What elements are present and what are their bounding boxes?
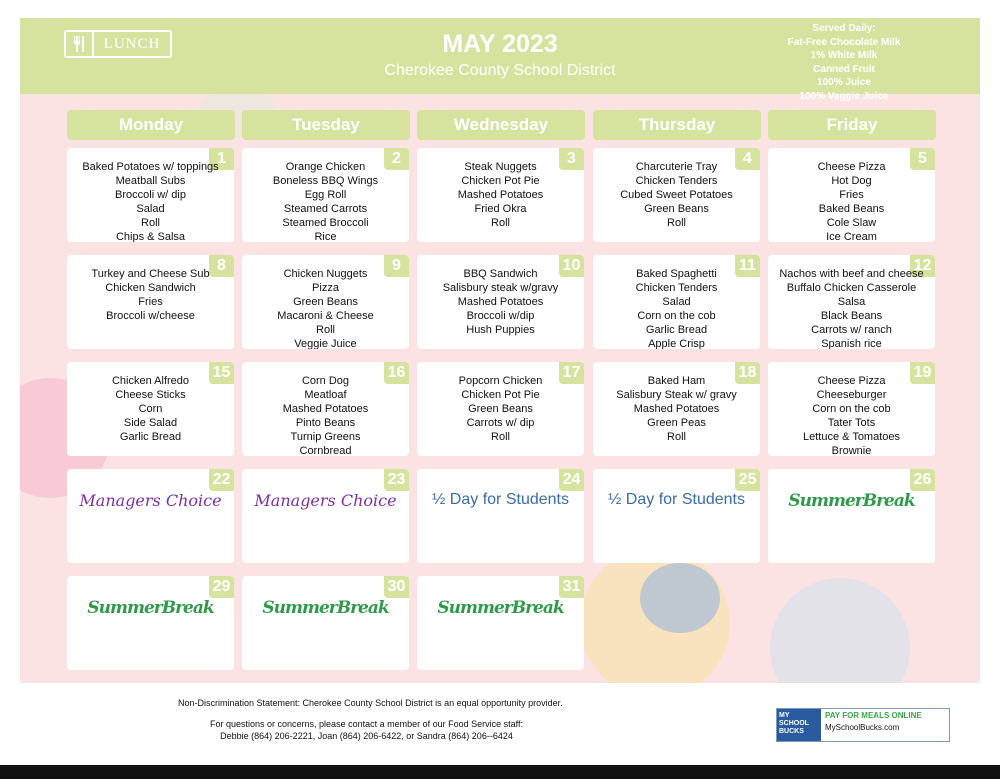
menu-item: Roll	[491, 217, 510, 229]
menu-item: Egg Roll	[304, 189, 347, 201]
special-day-label: SummerBreak	[788, 491, 915, 511]
menu-item: Baked Beans	[818, 203, 885, 215]
page-subtitle: Cherokee County School District	[384, 62, 616, 79]
menu-item: Mashed Potatoes	[457, 296, 544, 308]
contact-line: Debbie (864) 206-2221, Joan (864) 206-6422, or Sandra (864) 206--6424	[220, 731, 513, 741]
menu-item: Tater Tots	[827, 417, 876, 429]
menu-item: Popcorn Chicken	[458, 375, 543, 387]
menu-item: Cornbread	[299, 445, 352, 456]
day-cell	[593, 469, 760, 563]
menu-item: Macaroni & Cheese	[277, 310, 374, 322]
menu-item: Fried Okra	[474, 203, 527, 215]
menu-item: Baked Spaghetti	[636, 268, 717, 280]
menu-item: Mashed Potatoes	[282, 403, 369, 415]
day-cell	[417, 148, 584, 242]
menu-item: Corn Dog	[301, 375, 350, 387]
menu-item: Steamed Carrots	[283, 203, 368, 215]
menu-list	[71, 374, 230, 444]
menu-item: Salad	[662, 296, 691, 308]
contact-info	[210, 718, 523, 742]
day-number: 18	[735, 362, 760, 384]
menu-item: Cheese Sticks	[115, 389, 186, 401]
day-number: 19	[910, 362, 935, 384]
menu-item: Cheese Pizza	[817, 161, 886, 173]
day-cell	[593, 362, 760, 456]
day-number: 16	[384, 362, 409, 384]
day-number: 29	[209, 576, 234, 598]
day-number: 17	[559, 362, 584, 384]
day-cell	[768, 148, 935, 242]
special-day-label: SummerBreak	[87, 598, 214, 618]
menu-item: Chicken Tenders	[635, 175, 718, 187]
served-line: 100% Juice	[817, 77, 871, 88]
day-cell	[593, 148, 760, 242]
day-cell	[242, 255, 409, 349]
day-cell	[417, 362, 584, 456]
menu-item: Salisbury steak w/gravy	[442, 282, 559, 294]
menu-item: Steamed Broccoli	[282, 217, 369, 229]
day-number: 12	[910, 255, 935, 277]
menu-item: Cubed Sweet Potatoes	[620, 189, 733, 201]
menu-list	[597, 160, 756, 230]
myschoolbucks-badge[interactable]	[776, 708, 950, 742]
menu-item: Green Beans	[644, 203, 709, 215]
menu-item: Corn	[138, 403, 163, 415]
menu-list	[246, 374, 405, 456]
flower-decoration	[770, 578, 910, 683]
menu-item: Black Beans	[820, 310, 883, 322]
menu-item: Brownie	[831, 445, 872, 456]
menu-item: Chicken Alfredo	[111, 375, 190, 387]
menu-item: Roll	[316, 324, 335, 336]
menu-item: Garlic Bread	[645, 324, 708, 336]
menu-item: Boneless BBQ Wings	[272, 175, 379, 187]
menu-item: BBQ Sandwich	[463, 268, 538, 280]
menu-item: Rice	[314, 231, 337, 242]
menu-item: Hush Puppies	[466, 324, 535, 336]
menu-item: Turnip Greens	[290, 431, 361, 443]
day-cell	[67, 469, 234, 563]
menu-list	[421, 374, 580, 444]
day-cell	[67, 576, 234, 670]
menu-item: Spanish rice	[821, 338, 882, 349]
menu-item: Orange Chicken	[285, 161, 366, 173]
menu-item: Salisbury Steak w/ gravy	[616, 389, 737, 401]
page-title: MAY 2023	[442, 30, 558, 58]
day-number: 22	[209, 469, 234, 491]
menu-item: Mashed Potatoes	[633, 403, 720, 415]
menu-item: Lettuce & Tomatoes	[802, 431, 901, 443]
menu-item: Cheese Pizza	[817, 375, 886, 387]
menu-item: Buffalo Chicken Casserole	[786, 282, 917, 294]
special-day-label: SummerBreak	[262, 598, 389, 618]
menu-item: Meatball Subs	[115, 175, 186, 187]
day-number: 2	[384, 148, 409, 170]
menu-item: Chicken Pot Pie	[461, 175, 540, 187]
day-cell	[768, 362, 935, 456]
day-number: 10	[559, 255, 584, 277]
menu-item: Hot Dog	[831, 175, 872, 187]
menu-item: Ice Cream	[826, 231, 877, 242]
menu-item: Garlic Bread	[119, 431, 182, 443]
menu-item: Baked Potatoes w/ toppings	[82, 161, 219, 173]
menu-item: Roll	[491, 431, 510, 443]
menu-item: Steak Nuggets	[464, 161, 537, 173]
menu-list	[421, 267, 580, 337]
menu-list	[71, 160, 230, 242]
menu-item: Nachos with beef and cheese	[779, 268, 924, 280]
day-number: 8	[209, 255, 234, 277]
menu-item: Chicken Tenders	[635, 282, 718, 294]
day-cell	[768, 255, 935, 349]
menu-item: Salad	[136, 203, 165, 215]
day-number: 23	[384, 469, 409, 491]
day-cell	[242, 469, 409, 563]
menu-item: Fries	[839, 189, 864, 201]
fork-icon	[66, 32, 94, 56]
day-header-tuesday: Tuesday	[242, 110, 410, 140]
msb-logo: MY SCHOOL BUCKS	[777, 709, 821, 741]
menu-list	[246, 160, 405, 242]
day-number: 24	[559, 469, 584, 491]
menu-item: Corn on the cob	[637, 310, 716, 322]
special-day-label: ½ Day for Students	[608, 491, 745, 508]
day-number: 5	[910, 148, 935, 170]
menu-item: Broccoli w/dip	[466, 310, 535, 322]
day-cell	[242, 576, 409, 670]
day-cell	[242, 148, 409, 242]
menu-item: Roll	[667, 217, 686, 229]
menu-item: Green Peas	[647, 417, 706, 429]
day-number: 15	[209, 362, 234, 384]
day-number: 4	[735, 148, 760, 170]
menu-item: Pizza	[312, 282, 339, 294]
calendar-sheet	[20, 18, 980, 683]
menu-list	[421, 160, 580, 230]
menu-item: Apple Crisp	[648, 338, 705, 349]
special-day-label: SummerBreak	[437, 598, 564, 618]
menu-item: Roll	[667, 431, 686, 443]
special-day-label: Managers Choice	[79, 491, 222, 510]
lunch-logo	[64, 30, 172, 58]
menu-item: Chicken Pot Pie	[461, 389, 540, 401]
day-number: 30	[384, 576, 409, 598]
menu-item: Fries	[138, 296, 163, 308]
menu-item: Chips & Salsa	[115, 231, 186, 242]
day-cell	[242, 362, 409, 456]
menu-item: Mashed Potatoes	[457, 189, 544, 201]
menu-item: Meatloaf	[304, 389, 347, 401]
day-number: 3	[559, 148, 584, 170]
menu-item: Cole Slaw	[826, 217, 877, 229]
served-line: Fat-Free Chocolate Milk	[787, 36, 901, 48]
menu-item: Chicken Nuggets	[283, 268, 368, 280]
special-day-label: ½ Day for Students	[432, 491, 569, 508]
day-cell	[67, 255, 234, 349]
menu-list	[597, 267, 756, 349]
day-cell	[67, 362, 234, 456]
day-number: 9	[384, 255, 409, 277]
menu-item: Veggie Juice	[294, 338, 357, 349]
menu-item: Baked Ham	[647, 375, 706, 387]
served-line: 100% Veggie Juice	[799, 90, 889, 102]
menu-list	[772, 374, 931, 456]
menu-item: Side Salad	[123, 417, 178, 429]
served-daily	[764, 22, 924, 103]
menu-item: Salsa	[837, 296, 866, 308]
menu-list	[246, 267, 405, 349]
day-cell	[417, 255, 584, 349]
day-cell	[67, 148, 234, 242]
logo-text: LUNCH	[103, 35, 161, 52]
special-day-label: Managers Choice	[254, 491, 397, 510]
butterfly-decoration	[640, 563, 720, 633]
day-cell	[417, 576, 584, 670]
menu-item: Roll	[141, 217, 160, 229]
day-number: 26	[910, 469, 935, 491]
day-cell	[417, 469, 584, 563]
menu-item: Cheeseburger	[816, 389, 887, 401]
menu-list	[772, 267, 931, 349]
day-header-friday: Friday	[768, 110, 936, 140]
header-bar	[20, 18, 980, 102]
day-cell	[768, 469, 935, 563]
day-number: 31	[559, 576, 584, 598]
menu-item: Carrots w/ ranch	[811, 324, 892, 336]
msb-pay-label: PAY FOR MEALS ONLINE	[825, 711, 922, 720]
served-line: Canned Fruit	[813, 63, 875, 75]
day-number: 11	[735, 255, 760, 277]
day-header-monday: Monday	[67, 110, 235, 140]
menu-list	[597, 374, 756, 444]
served-line: Served Daily:	[812, 23, 876, 34]
bottom-bar	[0, 765, 1000, 779]
menu-item: Broccoli w/ dip	[115, 189, 186, 201]
menu-item: Chicken Sandwich	[105, 282, 196, 294]
menu-list	[71, 267, 230, 323]
menu-item: Corn on the cob	[812, 403, 891, 415]
menu-item: Turkey and Cheese Sub	[91, 268, 210, 280]
contact-line: For questions or concerns, please contact a member of our Food Service staff:	[210, 719, 523, 729]
menu-item: Carrots w/ dip	[466, 417, 535, 429]
day-number: 1	[209, 148, 234, 170]
nondiscrimination-statement: Non-Discrimination Statement: Cherokee County School District is an equal opportunity provider.	[178, 698, 563, 708]
menu-item: Pinto Beans	[295, 417, 356, 429]
menu-list	[772, 160, 931, 242]
menu-item: Charcuterie Tray	[635, 161, 718, 173]
menu-item: Green Beans	[293, 296, 358, 308]
day-cell	[593, 255, 760, 349]
day-header-wednesday: Wednesday	[417, 110, 585, 140]
served-line: 1% White Milk	[810, 50, 878, 61]
menu-item: Broccoli w/cheese	[106, 310, 195, 322]
day-header-thursday: Thursday	[593, 110, 761, 140]
menu-item: Green Beans	[468, 403, 533, 415]
msb-site-link[interactable]: MySchoolBucks.com	[825, 723, 900, 732]
day-number: 25	[735, 469, 760, 491]
